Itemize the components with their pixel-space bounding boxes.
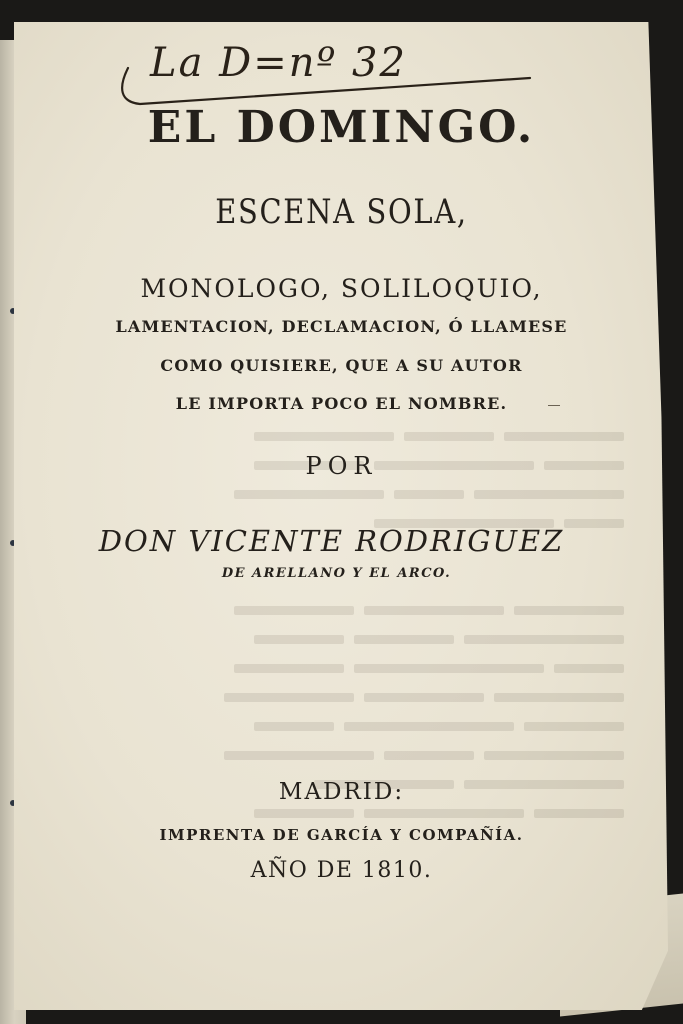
description-line: COMO QUISIERE, QUE A SU AUTOR [160,356,523,375]
publication-place: MADRID: [278,779,405,805]
description-line: LE IMPORTA POCO EL NOMBRE. [175,394,508,413]
description-line: LAMENTACION, DECLAMACION, Ó LLAMESE [115,317,568,336]
handwritten-catalog-note: La D=nº 32 [150,40,407,86]
printer: IMPRENTA DE GARCÍA Y COMPAÑÍA. [159,826,524,844]
author-name: DON VICENTE RODRIGUEZ [98,524,565,558]
margin-mark [548,405,560,406]
author-name-continued: DE ARELLANO Y EL ARCO. [221,566,452,581]
publication-year: AÑO DE 1810. [250,858,433,883]
by-label: POR [305,452,378,480]
page-title: EL DOMINGO. [147,102,536,153]
description-line: MONOLOGO, SOLILOQUIO, [140,274,543,303]
subtitle: ESCENA SOLA, [215,192,468,232]
